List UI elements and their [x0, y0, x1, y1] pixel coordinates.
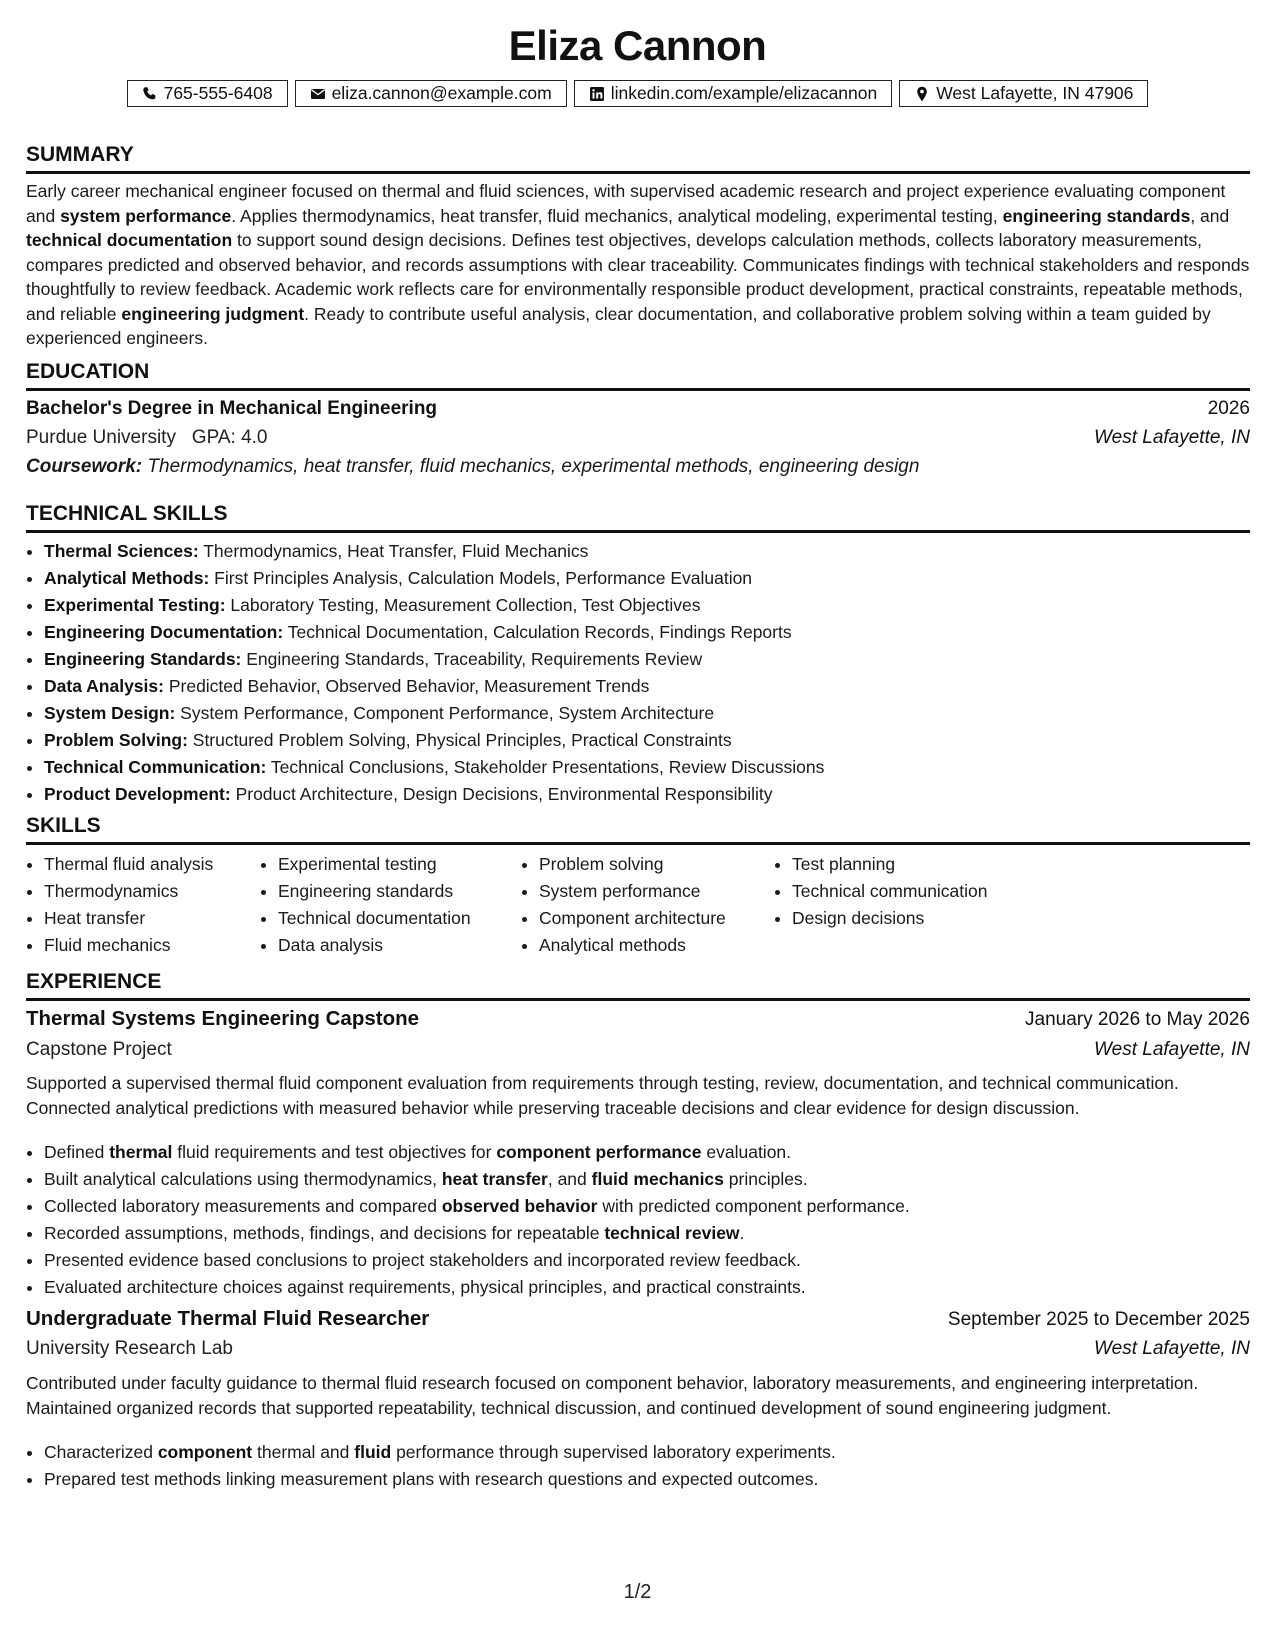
job-1-role: Thermal Systems Engineering Capstone [26, 1007, 420, 1030]
summary-text: . Applies thermodynamics, heat transfer, fluid mechanics, analytical modeling, experimental testing, [231, 205, 1003, 226]
experience-bullet [44, 1274, 1268, 1301]
skill-item: • Experimental testing [278, 851, 521, 878]
bullet-text: thermal and [252, 1442, 355, 1462]
linkedin-text: linkedin.com/example/elizacannon [610, 83, 878, 103]
job-1-location: West Lafayette, IN [1094, 1039, 1250, 1060]
skill-category-label: System Design: [44, 703, 176, 723]
skill-item: • Component architecture [539, 905, 774, 932]
email-text: eliza.cannon@example.com [331, 83, 552, 103]
experience-bullet [44, 1439, 1268, 1466]
job-2-location: West Lafayette, IN [1094, 1338, 1250, 1359]
bullet-emphasis: component [157, 1442, 253, 1462]
technical-skills-heading: TECHNICAL SKILLS [26, 502, 228, 525]
bullet-text: Defined [44, 1142, 110, 1162]
skill-category-label: Data Analysis: [44, 676, 164, 696]
education-divider [26, 388, 1250, 391]
job-2-dates: September 2025 to December 2025 [947, 1309, 1250, 1330]
bullet-emphasis: technical review [604, 1223, 740, 1243]
job-2-role: Undergraduate Thermal Fluid Researcher [26, 1307, 430, 1330]
coursework-line [26, 456, 919, 478]
summary-divider [26, 171, 1250, 174]
experience-divider [26, 998, 1250, 1001]
experience-bullet [44, 1220, 1268, 1247]
job-2-org: University Research Lab [26, 1338, 233, 1359]
summary-text: , and [1190, 205, 1230, 226]
job-1-org-row [26, 1039, 1250, 1061]
bullet-text: with predicted component performance. [597, 1196, 910, 1216]
skill-item: • System performance [539, 878, 774, 905]
technical-skill-item [44, 781, 1268, 808]
map-marker-icon [914, 86, 930, 102]
candidate-name: Eliza Cannon [508, 22, 767, 69]
skill-category-label: Experimental Testing: [44, 595, 226, 615]
technical-skill-item [44, 673, 1268, 700]
job-1-bullets [26, 1139, 1268, 1301]
bullet-text: . [739, 1223, 745, 1243]
skill-category-values: Structured Problem Solving, Physical Principles, Practical Constraints [187, 730, 732, 750]
technical-skill-item [44, 754, 1268, 781]
technical-skill-item [44, 727, 1268, 754]
linkedin-icon [589, 86, 605, 102]
bullet-emphasis: fluid mechanics [591, 1169, 724, 1189]
technical-skill-item [44, 646, 1268, 673]
technical-skill-item [44, 619, 1268, 646]
skill-category-label: Analytical Methods: [44, 568, 210, 588]
experience-bullet [44, 1139, 1268, 1166]
page-number: 1/2 [623, 1581, 652, 1603]
bullet-text: Prepared test methods linking measurement plans with research questions and expected outcomes. [44, 1469, 819, 1489]
skill-category-label: Technical Communication: [44, 757, 267, 777]
skill-category-values: Engineering Standards, Traceability, Requirements Review [241, 649, 703, 669]
skill-category-values: Product Architecture, Design Decisions, Environmental Responsibility [230, 784, 773, 804]
skill-category-values: Thermodynamics, Heat Transfer, Fluid Mechanics [198, 541, 589, 561]
education-degree-row [26, 398, 1250, 420]
email-chip[interactable] [295, 80, 567, 107]
linkedin-chip[interactable] [574, 80, 893, 107]
education-heading: EDUCATION [26, 360, 150, 383]
skill-category-label: Engineering Documentation: [44, 622, 284, 642]
skill-item: • Thermal fluid analysis [44, 851, 260, 878]
school-location: West Lafayette, IN [1094, 427, 1250, 448]
bullet-text: evaluation. [701, 1142, 792, 1162]
skill-item: • Technical documentation [278, 905, 521, 932]
phone-text: 765-555-6408 [163, 83, 273, 103]
contact-bar [0, 80, 1275, 107]
phone-chip[interactable] [127, 80, 288, 107]
bullet-text: Presented evidence based conclusions to project stakeholders and incorporated review feedback. [44, 1250, 801, 1270]
skill-category-label: Product Development: [44, 784, 231, 804]
skill-category-label: Problem Solving: [44, 730, 188, 750]
experience-bullet [44, 1166, 1268, 1193]
summary-text [26, 179, 1250, 351]
bullet-text: Characterized [44, 1442, 158, 1462]
bullet-text: Evaluated architecture choices against requirements, physical principles, and practical constraints. [44, 1277, 806, 1297]
skill-item: • Technical communication [792, 878, 1022, 905]
skill-item: • Fluid mechanics [44, 932, 260, 959]
bullet-emphasis: heat transfer [441, 1169, 548, 1189]
technical-skill-item [44, 565, 1268, 592]
experience-bullet [44, 1247, 1268, 1274]
skill-category-values: Technical Documentation, Calculation Records, Findings Reports [283, 622, 792, 642]
bullet-emphasis: observed behavior [441, 1196, 598, 1216]
job-2-title-row [26, 1307, 1250, 1331]
school-name: Purdue University [26, 427, 176, 448]
summary-text: Early career mechanical engineer focused on thermal and fluid sciences, with supervised academic research and project experience evaluating component and [26, 181, 1226, 226]
location-chip[interactable] [899, 80, 1148, 107]
summary-emphasis: system performance [60, 205, 232, 226]
skill-item: • Thermodynamics [44, 878, 260, 905]
experience-bullet [44, 1466, 1268, 1493]
job-1-title-row [26, 1007, 1250, 1031]
phone-icon [142, 86, 158, 102]
skill-item: • Design decisions [792, 905, 1022, 932]
summary-emphasis: engineering standards [1002, 205, 1191, 226]
skills-column [26, 851, 260, 959]
summary-heading: SUMMARY [26, 143, 134, 166]
coursework-row [26, 456, 1250, 478]
bullet-text: performance through supervised laboratory experiments. [391, 1442, 836, 1462]
location-text: West Lafayette, IN 47906 [936, 83, 1134, 103]
gpa: GPA: 4.0 [191, 427, 268, 448]
skill-item: • Problem solving [539, 851, 774, 878]
bullet-text: Recorded assumptions, methods, findings, and decisions for repeatable [44, 1223, 605, 1243]
skills-heading: SKILLS [26, 814, 101, 837]
job-2-bullets [26, 1439, 1268, 1493]
summary-text: . Ready to contribute useful analysis, clear documentation, and collaborative problem solving within a team guided by experienced engineers. [26, 303, 1211, 348]
technical-skill-item [44, 538, 1268, 565]
job-1-dates: January 2026 to May 2026 [1025, 1009, 1250, 1030]
skill-item: • Data analysis [278, 932, 521, 959]
technical-skills-list [26, 538, 1268, 808]
bullet-emphasis: fluid [354, 1442, 392, 1462]
technical-skills-divider [26, 530, 1250, 533]
experience-bullet [44, 1193, 1268, 1220]
bullet-emphasis: component performance [496, 1142, 702, 1162]
degree-title: Bachelor's Degree in Mechanical Engineering [26, 398, 438, 419]
bullet-text: , and [547, 1169, 592, 1189]
skill-category-values: Laboratory Testing, Measurement Collection, Test Objectives [225, 595, 701, 615]
degree-year: 2026 [1207, 398, 1250, 419]
skills-column [521, 851, 774, 959]
bullet-text: Built analytical calculations using thermodynamics, [44, 1169, 442, 1189]
skills-column [774, 851, 1022, 959]
job-1-summary: Supported a supervised thermal fluid component evaluation from requirements through testing, review, documentation, and technical communication. Connected analytical predictions with measured behavior while preserving traceable decisions and clear evidence for design discussion. [26, 1073, 1179, 1118]
bullet-emphasis: thermal [109, 1142, 173, 1162]
coursework-text: Thermodynamics, heat transfer, fluid mechanics, experimental methods, engineering design [147, 456, 920, 477]
technical-skill-item [44, 592, 1268, 619]
skill-category-values: System Performance, Component Performance, System Architecture [175, 703, 715, 723]
experience-heading: EXPERIENCE [26, 970, 162, 993]
skill-item: • Test planning [792, 851, 1022, 878]
skill-category-values: Predicted Behavior, Observed Behavior, Measurement Trends [163, 676, 650, 696]
skill-category-label: Thermal Sciences: [44, 541, 199, 561]
bullet-text: fluid requirements and test objectives for [172, 1142, 497, 1162]
envelope-icon [310, 86, 326, 102]
skills-divider [26, 842, 1250, 845]
education-school-row [26, 427, 1250, 449]
summary-emphasis: technical documentation [26, 230, 233, 250]
skill-category-label: Engineering Standards: [44, 649, 242, 669]
skill-item: • Heat transfer [44, 905, 260, 932]
job-2-summary: Contributed under faculty guidance to thermal fluid research focused on component behavior, laboratory measurements, and engineering interpretation. Maintained organized records that supported repeatability, technical discussion, and continued development of sound engineering judgment. [26, 1373, 1199, 1418]
job-1-org: Capstone Project [26, 1039, 172, 1060]
technical-skill-item [44, 700, 1268, 727]
job-2-org-row [26, 1338, 1250, 1360]
skill-category-values: Technical Conclusions, Stakeholder Presentations, Review Discussions [266, 757, 825, 777]
skill-category-values: First Principles Analysis, Calculation Models, Performance Evaluation [209, 568, 753, 588]
school-line [26, 427, 267, 449]
summary-text: to support sound design decisions. Defines test objectives, develops calculation methods, collects laboratory measurements, compares predicted and observed behavior, and records assumptions with clear traceability. Communicates findings with technical stakeholders and responds thoughtfully to review feedback. Academic work reflects care for environmentally responsible product development, practical constraints, repeatable methods, and reliable [26, 230, 1250, 324]
bullet-text: Collected laboratory measurements and compared [44, 1196, 442, 1216]
summary-emphasis: engineering judgment [121, 303, 305, 324]
coursework-label: Coursework: [26, 456, 143, 477]
bullet-text: principles. [723, 1169, 808, 1189]
skills-column [260, 851, 521, 959]
skills-columns [26, 851, 1022, 959]
skill-item: • Analytical methods [539, 932, 774, 959]
skill-item: • Engineering standards [278, 878, 521, 905]
